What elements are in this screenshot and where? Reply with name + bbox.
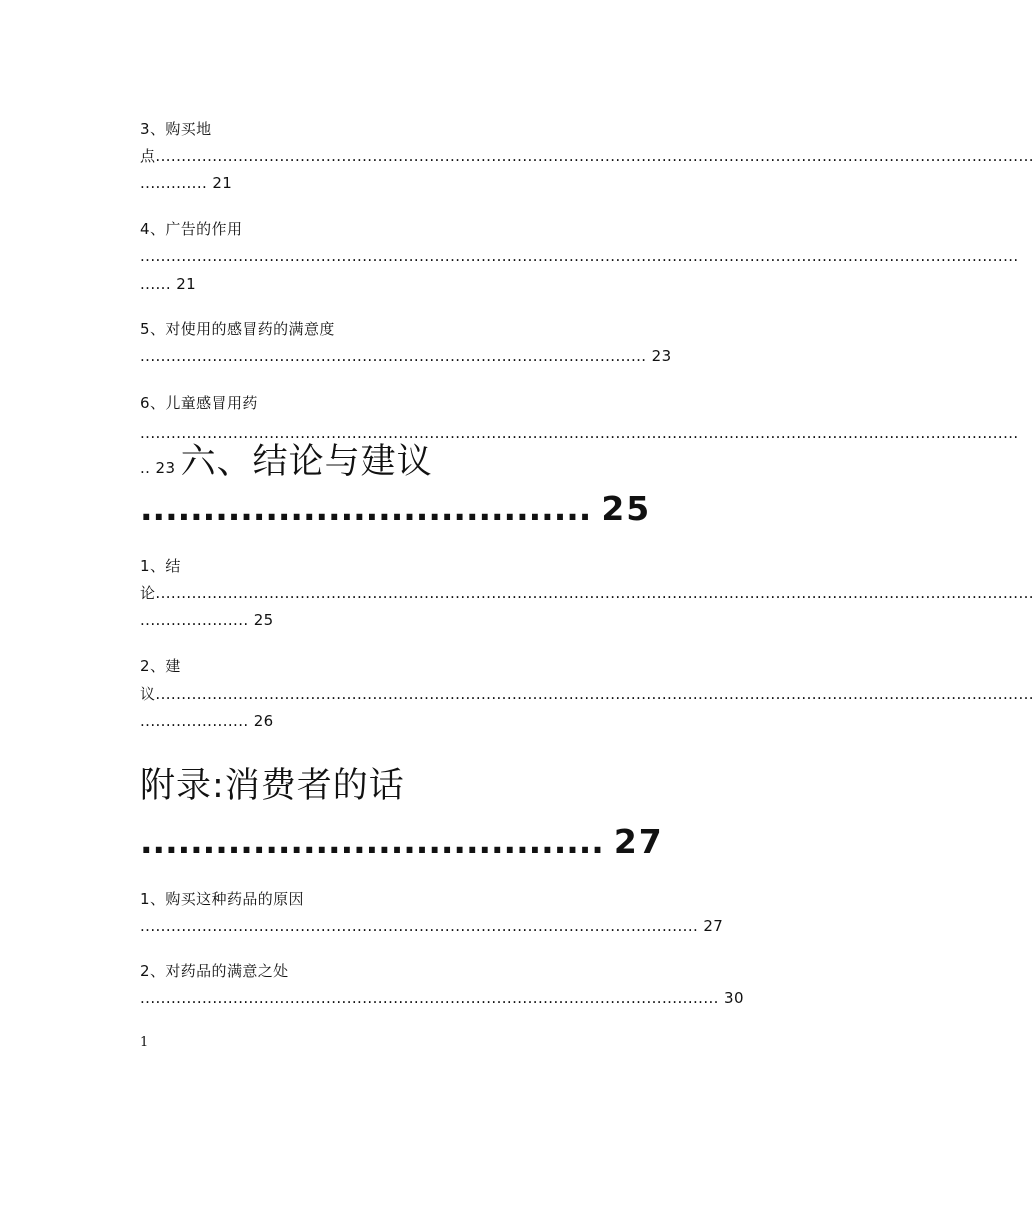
toc-section-6-leader[interactable]: .................................... 25	[140, 489, 652, 528]
toc-appendix-item-1-page: 27	[703, 917, 724, 935]
toc-appendix-item-1-title[interactable]: 1、购买这种药品的原因	[140, 890, 304, 908]
toc-item-6-1-page-line[interactable]: ..................... 25	[140, 611, 274, 629]
toc-item-4-page-line[interactable]: ...... 21	[140, 275, 197, 293]
toc-item-6-page: 23	[155, 459, 176, 477]
toc-item-6-leader: ..........................................................................................................................................................................	[140, 424, 1019, 442]
toc-item-3-page-line[interactable]: ............. 21	[140, 174, 233, 192]
toc-item-6-2-page-line[interactable]: ..................... 26	[140, 712, 274, 730]
page-number: 1	[140, 1035, 149, 1050]
toc-item-3-leader: 点..........................................................................................................................................................................	[140, 147, 1034, 165]
toc-item-6-title[interactable]: 6、儿童感冒用药	[140, 394, 258, 412]
toc-item-5-page: 23	[651, 347, 672, 365]
toc-appendix-item-2-title[interactable]: 2、对药品的满意之处	[140, 962, 289, 980]
toc-appendix-title[interactable]: 附录:消费者的话	[140, 766, 405, 806]
toc-item-6-1-title[interactable]: 1、结	[140, 557, 181, 575]
toc-item-3-page: 21	[212, 174, 233, 192]
toc-item-6-2-title[interactable]: 2、建	[140, 657, 181, 675]
toc-item-5-title[interactable]: 5、对使用的感冒药的满意度	[140, 320, 335, 338]
toc-item-6-page-line[interactable]: .. 23 六、结论与建议	[140, 442, 433, 482]
toc-appendix-leader[interactable]: ..................................... 27	[140, 822, 664, 861]
toc-item-6-2-page: 26	[253, 712, 274, 730]
toc-section-6-page: 25	[601, 489, 652, 528]
toc-item-4-title[interactable]: 4、广告的作用	[140, 220, 243, 238]
toc-section-6-title: 六、结论与建议	[180, 442, 433, 482]
toc-item-3-title[interactable]: 3、购买地	[140, 120, 212, 138]
toc-item-6-1-leader: 论..........................................................................................................................................................................	[140, 584, 1034, 602]
toc-item-6-2-leader: 议..........................................................................................................................................................................	[140, 685, 1034, 703]
toc-item-5-page-line[interactable]: .................................................................................................. 23	[140, 347, 672, 365]
toc-item-4-leader: ..........................................................................................................................................................................	[140, 247, 1019, 265]
toc-appendix-item-2-page-line[interactable]: ................................................................................................................ 30	[140, 989, 744, 1007]
toc-appendix-item-1-page-line[interactable]: ............................................................................................................ 27	[140, 917, 724, 935]
toc-item-6-1-page: 25	[253, 611, 274, 629]
toc-appendix-item-2-page: 30	[724, 989, 744, 1007]
toc-item-4-page: 21	[176, 275, 197, 293]
toc-appendix-page: 27	[613, 822, 664, 861]
